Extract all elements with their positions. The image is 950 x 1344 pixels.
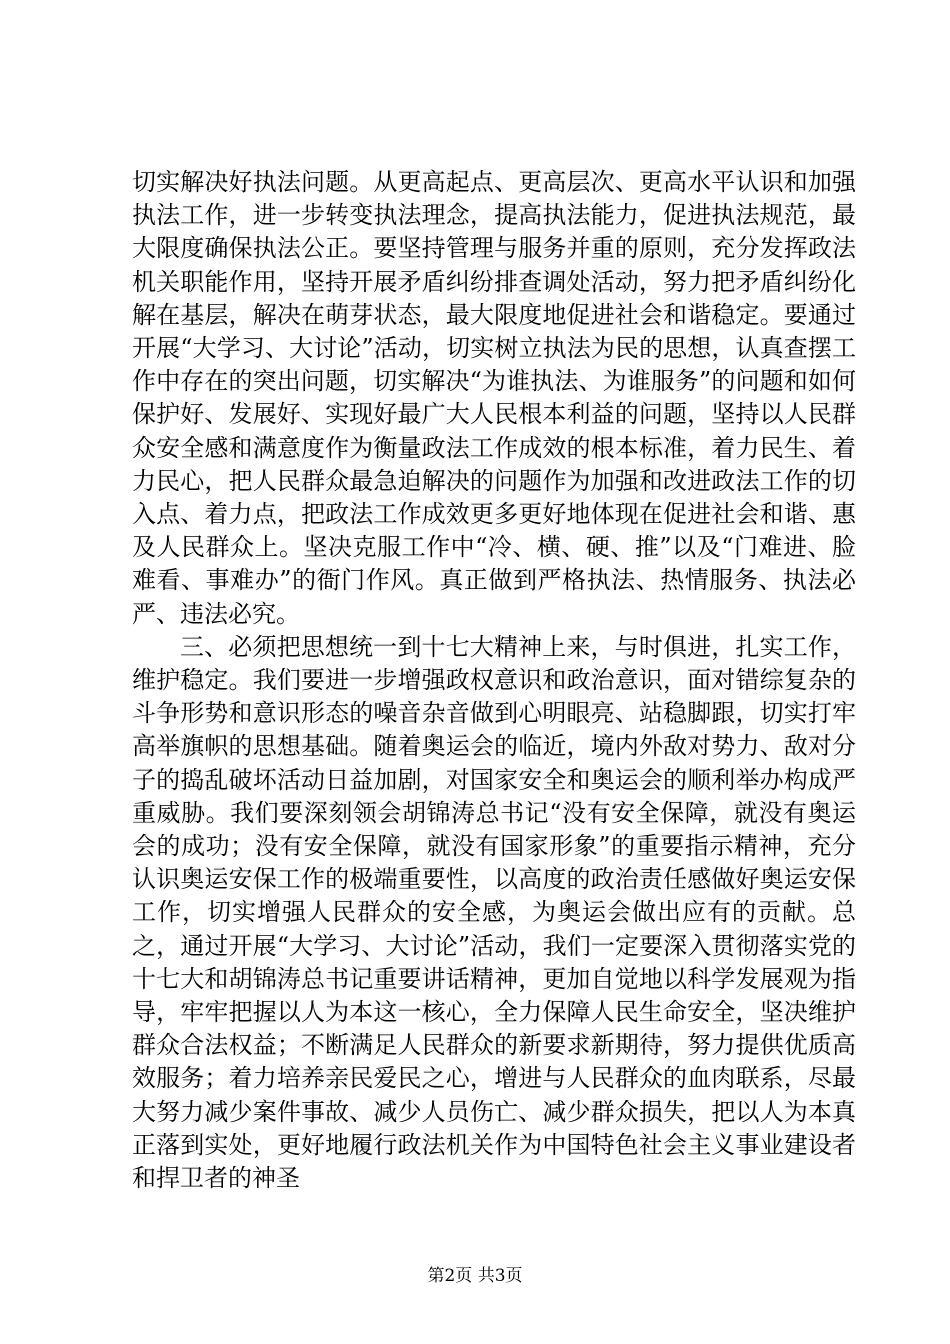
document-body bbox=[132, 166, 856, 1195]
page-footer bbox=[0, 1265, 950, 1287]
body-paragraph-section-three: 三、必须把思想统一到十七大精神上来，与时俱进，扎实工作，维护稳定。我们要进一步增强政权意识和政治意识，面对错综复杂的斗争形势和意识形态的噪音杂音做到心明眼亮、站稳脚跟，切实打牢高举旗帜的思想基础。随着奥运会的临近，境内外敌对势力、敌对分子的捣乱破坏活动日益加剧，对国家安全和奥运会的顺利举办构成严重威胁。我们要深刻领会胡锦涛总书记“没有安全保障，就没有奥运会的成功；没有安全保障，就没有国家形象”的重要指示精神，充分认识奥运安保工作的极端重要性，以高度的政治责任感做好奥运安保工作，切实增强人民群众的安全感，为奥运会做出应有的贡献。总之，通过开展“大学习、大讨论”活动，我们一定要深入贯彻落实党的十七大和胡锦涛总书记重要讲话精神，更加自觉地以科学发展观为指导，牢牢把握以人为本这一核心，全力保障人民生命安全，坚决维护群众合法权益；不断满足人民群众的新要求新期待，努力提供优质高效服务；着力培养亲民爱民之心，增进与人民群众的血肉联系，尽最大努力减少案件事故、减少人员伤亡、减少群众损失，把以人为本真正落到实处，更好地履行政法机关作为中国特色社会主义事业建设者和捍卫者的神圣 bbox=[132, 632, 856, 1193]
body-paragraph-continued: 切实解决好执法问题。从更高起点、更高层次、更高水平认识和加强执法工作，进一步转变执法理念，提高执法能力，促进执法规范，最大限度确保执法公正。要坚持管理与服务并重的原则，充分发挥政法机关职能作用，坚持开展矛盾纠纷排查调处活动，努力把矛盾纠纷化解在基层，解决在萌芽状态，最大限度地促进社会和谐稳定。要通过开展“大学习、大讨论”活动，切实树立执法为民的思想，认真查摆工作中存在的突出问题，切实解决“为谁执法、为谁服务”的问题和如何保护好、发展好、实现好最广大人民根本利益的问题，坚持以人民群众安全感和满意度作为衡量政法工作成效的根本标准，着力民生、着力民心，把人民群众最急迫解决的问题作为加强和改进政法工作的切入点、着力点，把政法工作成效更多更好地体现在促进社会和谐、惠及人民群众上。坚决克服工作中“冷、横、硬、推”以及“门难进、脸难看、事难办”的衙门作风。真正做到严格执法、热情服务、执法必严、违法必究。 bbox=[132, 168, 856, 628]
page-number: 第2页 共3页 bbox=[427, 1266, 523, 1286]
